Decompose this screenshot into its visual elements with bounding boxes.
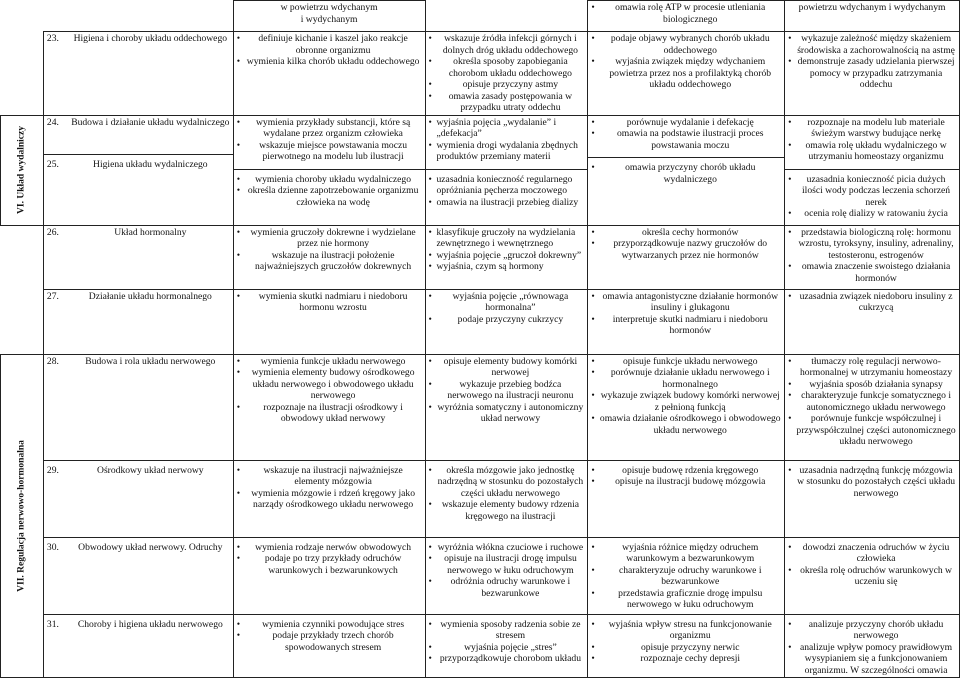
list-item: • omawia antagonistyczne działanie hormonów insuliny i glukagonu	[591, 291, 781, 314]
list-item: • podaje po trzy przykłady odruchów warunkowych i bezwarunkowych	[237, 553, 422, 576]
requirement-list	[237, 465, 422, 511]
requirement-list	[429, 356, 585, 425]
req-cell-extended	[425, 32, 588, 116]
requirement-list	[237, 356, 422, 425]
list-item: • omawia przyczyny chorób układu wydalniczego	[591, 162, 781, 185]
req-cell-advanced	[588, 225, 785, 289]
list-item: • tłumaczy rolę regulacji nerwowo-hormonalnej w utrzymaniu homeostazy	[788, 356, 956, 379]
list-item: • opisuje przyczyny nerwic	[591, 642, 781, 654]
list-item: • omawia rolę układu wydalniczego w utrzymaniu homeostazy organizmu	[788, 140, 956, 163]
requirement-list	[429, 619, 585, 665]
list-item: • opisuje elementy budowy komórki nerwowej	[429, 356, 585, 379]
section-label-cell	[1, 115, 44, 225]
list-item: • wyróżnia somatyczny i autonomiczny układ nerwowy	[429, 402, 585, 425]
topic-cell	[43, 32, 233, 116]
req-cell-extended	[425, 115, 588, 225]
requirement-list	[591, 33, 781, 91]
list-item: • wymienia przykłady substancji, które są wydalane przez organizm człowieka	[237, 117, 422, 140]
req-cell-full	[785, 115, 960, 225]
req-cell-advanced	[588, 115, 785, 225]
header-cell-c3	[588, 1, 785, 32]
list-item: • podaje przykłady trzech chorób spowodowanych stresem	[237, 630, 422, 653]
list-item: • omawia na podstawie ilustracji proces powstawania moczu	[591, 128, 781, 151]
requirement-list	[591, 227, 781, 262]
table-row	[1, 32, 960, 116]
topic-number: 27.	[46, 290, 59, 302]
req-cell-full	[785, 32, 960, 116]
topic-title: Budowa i działanie układu wydalniczego	[71, 116, 230, 128]
requirement-list	[429, 33, 585, 114]
topic-title: Ośrodkowy układ nerwowy	[97, 464, 204, 476]
requirement-list	[237, 174, 422, 209]
requirement-list	[591, 542, 781, 611]
topic-number: 25.	[46, 159, 59, 170]
table-row	[1, 115, 960, 225]
requirement-list	[429, 291, 585, 326]
list-item: • wymienia gruczoły dokrewne i wydzielane przez nie hormony	[237, 227, 422, 250]
topic-number: 31.	[46, 618, 59, 630]
topic-title: Układ hormonalny	[114, 226, 187, 238]
table-row	[1, 354, 960, 678]
list-item: • rozpoznaje na modelu lub materiale świeżym warstwy budujące nerkę	[788, 117, 956, 140]
list-item: • interpretuje skutki nadmiaru i niedoboru hormonów	[591, 314, 781, 337]
req-cell-extended	[425, 354, 588, 678]
list-item: • wymienia rodzaje nerwów obwodowych	[237, 542, 422, 554]
list-item: • opisuje budowę rdzenia kręgowego	[591, 465, 781, 477]
list-item: • omawia rolę ATP w procesie utleniania biologicznego	[591, 2, 781, 25]
topic-number: 30.	[46, 541, 59, 553]
list-item: • przedstawia graficznie drogę impulsu nerwowego w łuku odruchowym	[591, 588, 781, 611]
list-item: • ocenia rolę dializy w ratowaniu życia	[788, 208, 956, 220]
list-item: • uzasadnia konieczność regularnego opróżniania pęcherza moczowego	[429, 174, 585, 197]
list-item: • omawia znaczenie swoistego działania hormonów	[788, 261, 956, 284]
list-item: • wskazuje źródła infekcji górnych i dolnych dróg układu oddechowego	[429, 33, 585, 56]
topic-number: 23.	[46, 33, 59, 44]
requirement-list	[429, 174, 585, 209]
topic-number: 24.	[46, 116, 59, 128]
requirement-list	[788, 117, 956, 163]
topic-title: Budowa i rola układu nerwowego	[85, 355, 216, 367]
list-item: • wymienia drogi wydalania zbędnych produktów przemiany materii	[429, 140, 585, 163]
list-item: • wskazuje na ilustracji położenie najważniejszych gruczołów dokrewnych	[237, 250, 422, 273]
list-item: • porównuje wydalanie i defekację	[591, 117, 781, 129]
list-item: • podaje przyczyny cukrzycy	[429, 314, 585, 326]
list-item: • rozpoznaje na ilustracji ośrodkowy i obwodowy układ nerwowy	[237, 402, 422, 425]
list-item: • wyjaśnia pojęcie „gruczoł dokrewny”	[429, 250, 585, 262]
req-cell-full	[785, 289, 960, 354]
list-item: • omawia działanie ośrodkowego i obwodowego układu nerwowego	[591, 413, 781, 436]
list-item: • porównuje działanie układu nerwowego i hormonalnego	[591, 367, 781, 390]
topic-title: Higiena układu wydalniczego	[93, 159, 208, 170]
list-item: • wyjaśnia sposób działania synapsy	[788, 379, 956, 391]
list-item: • uzasadnia konieczność picia dużych ilości wody podczas leczenia schorzeń nerek	[788, 174, 956, 209]
list-item: • wykazuje przebieg bodźca nerwowego na ilustracji neuronu	[429, 379, 585, 402]
blank-cell	[1, 225, 44, 289]
req-cell-full	[785, 225, 960, 289]
requirement-list	[788, 33, 956, 91]
list-item: • opisuje na ilustracji drogę impulsu nerwowego w łuku odruchowym	[429, 553, 585, 576]
requirement-list	[788, 542, 956, 588]
topic-cell	[43, 115, 233, 225]
list-item: • omawia zasady postępowania w przypadku utraty oddechu	[429, 91, 585, 114]
list-item: • dowodzi znaczenia odruchów w życiu człowieka	[788, 542, 956, 565]
list-item: • definiuje kichanie i kaszel jako reakcje obronne organizmu	[237, 33, 422, 56]
list-item: • określa rolę odruchów warunkowych w uczeniu się	[788, 565, 956, 588]
requirement-list	[788, 356, 956, 448]
table-row	[1, 289, 960, 354]
list-item: • opisuje funkcje układu nerwowego	[591, 356, 781, 368]
requirement-list	[788, 227, 956, 285]
topic-title: Choroby i higiena układu nerwowego	[77, 618, 223, 630]
requirement-list	[788, 465, 956, 500]
list-item: • uzasadnia nadrzędną funkcję mózgowia w stosunku do pozostałych części układu nerwowego	[788, 465, 956, 500]
header-text: powietrzu wdychanym i wydychanym	[798, 2, 946, 13]
list-item: • analizuje przyczyny chorób układu nerwowego	[788, 619, 956, 642]
topic-cell	[43, 289, 233, 354]
list-item: • rozpoznaje cechy depresji	[591, 653, 781, 665]
topic-number: 29.	[46, 464, 59, 476]
list-item: • wyjaśnia pojęcie „stres”	[429, 642, 585, 654]
section-label: VI. Układ wydalniczy	[16, 126, 27, 214]
req-cell-basic	[233, 354, 425, 678]
list-item: • wyjaśnia pojęcia „wydalanie” i „defekacja”	[429, 117, 585, 140]
requirement-list	[429, 542, 585, 600]
blank-cell	[425, 1, 588, 32]
list-item: • wymienia choroby układu wydalniczego	[237, 174, 422, 186]
blank-cell	[1, 1, 234, 32]
req-cell-extended	[425, 289, 588, 354]
requirement-list	[237, 542, 422, 577]
list-item: • charakteryzuje funkcje somatycznego i autonomicznego układu nerwowego	[788, 390, 956, 413]
list-item: • wyjaśnia wpływ stresu na funkcjonowanie organizmu	[591, 619, 781, 642]
list-item: • przedstawia biologiczną rolę: hormonu wzrostu, tyroksyny, insuliny, adrenaliny, testosteronu, estrogenów	[788, 227, 956, 262]
header-cell-c4	[785, 1, 960, 32]
list-item: • porównuje funkcje współczulnej i przywspółczulnej części autonomicznego układu nerwowego	[788, 413, 956, 448]
requirement-list	[591, 117, 781, 152]
requirement-list	[237, 117, 422, 163]
list-item: • wyróżnia włókna czuciowe i ruchowe	[429, 542, 585, 554]
req-cell-advanced	[588, 354, 785, 678]
req-cell-advanced	[588, 289, 785, 354]
list-item: • wymienia mózgowie i rdzeń kręgowy jako narządy ośrodkowego układu nerwowego	[237, 488, 422, 511]
list-item: • odróżnia odruchy warunkowe i bezwarunkowe	[429, 576, 585, 599]
table-row	[1, 225, 960, 289]
list-item: • określa cechy hormonów	[591, 227, 781, 239]
requirement-list	[591, 356, 781, 437]
requirement-list	[429, 227, 585, 273]
blank-cell	[1, 32, 44, 116]
list-item: • wymienia skutki nadmiaru i niedoboru hormonu wzrostu	[237, 291, 422, 314]
list-item: • wykazuje związek budowy komórki nerwowej z pełnioną funkcją	[591, 390, 781, 413]
list-item: • wymienia kilka chorób układu oddechowego	[237, 56, 422, 68]
requirement-list	[237, 619, 422, 654]
list-item: • opisuje na ilustracji budowę mózgowia	[591, 476, 781, 488]
list-item: • wyjaśnia różnice między odruchem warunkowym a bezwarunkowym	[591, 542, 781, 565]
list-item: • określa sposoby zapobiegania chorobom układu oddechowego	[429, 56, 585, 79]
section-label: VII. Regulacja nerwowo-hormonalna	[16, 439, 27, 592]
list-item: • określa dzienne zapotrzebowanie organizmu człowieka na wodę	[237, 185, 422, 208]
requirement-list	[429, 465, 585, 523]
requirement-list	[788, 619, 956, 677]
list-item: • uzasadnia związek niedoboru insuliny z cukrzycą	[788, 291, 956, 314]
list-item: • wymienia czynniki powodujące stres	[237, 619, 422, 631]
requirement-list	[237, 291, 422, 314]
requirement-list	[788, 174, 956, 220]
requirement-list	[788, 291, 956, 314]
req-cell-advanced	[588, 32, 785, 116]
list-item: • wymienia funkcje układu nerwowego	[237, 356, 422, 368]
list-item: • wskazuje miejsce powstawania moczu pierwotnego na modelu lub ilustracji	[237, 140, 422, 163]
req-cell-basic	[233, 32, 425, 116]
list-item: • wymienia elementy budowy ośrodkowego układu nerwowego i obwodowego układu nerwowego	[237, 367, 422, 402]
requirement-list	[429, 117, 585, 163]
requirement-list	[591, 465, 781, 488]
header-cell-c1	[233, 1, 425, 32]
list-item: • wskazuje elementy budowy rdzenia kręgowego na ilustracji	[429, 499, 585, 522]
list-item: • określa mózgowie jako jednostkę nadrzędną w stosunku do pozostałych części układu nerwowego	[429, 465, 585, 500]
topic-cell	[43, 354, 233, 678]
list-item: • wykazuje zależność między skażeniem środowiska a zachorowalnością na astmę	[788, 33, 956, 56]
list-item: • przyporządkowuje nazwy gruczołów do wytwarzanych przez nie hormonów	[591, 238, 781, 261]
requirement-list	[591, 162, 781, 185]
req-cell-basic	[233, 115, 425, 225]
list-item: • wymienia sposoby radzenia sobie ze stresem	[429, 619, 585, 642]
req-cell-basic	[233, 225, 425, 289]
requirement-list	[237, 227, 422, 273]
list-item: • opisuje przyczyny astmy	[429, 79, 585, 91]
list-item: • podaje objawy wybranych chorób układu oddechowego	[591, 33, 781, 56]
list-item: • omawia na ilustracji przebieg dializy	[429, 197, 585, 209]
list-item: • wyjaśnia pojęcie „równowaga hormonalna”	[429, 291, 585, 314]
topic-number: 26.	[46, 226, 59, 238]
topic-number: 28.	[46, 355, 59, 367]
section-label-cell	[1, 354, 44, 678]
requirement-list	[591, 291, 781, 337]
topic-title: Higiena i choroby układu oddechowego	[73, 33, 228, 44]
list-item: • przyporządkowuje chorobom układu	[429, 653, 585, 665]
list-item: • klasyfikuje gruczoły na wydzielania zewnętrznego i wewnętrznego	[429, 227, 585, 250]
req-cell-basic	[233, 289, 425, 354]
list-item: • wskazuje na ilustracji najważniejsze elementy mózgowia	[237, 465, 422, 488]
req-cell-extended	[425, 225, 588, 289]
requirement-list	[237, 33, 422, 68]
requirement-list	[591, 619, 781, 665]
header-text: w powietrzu wdychanym i wydychanym	[280, 2, 378, 25]
topic-title: Obwodowy układ nerwowy. Odruchy	[78, 541, 223, 553]
list-item: • analizuje wpływ pomocy prawidłowym wysypianiem się a funkcjonowaniem organizmu. W szczególności omawia	[788, 642, 956, 677]
topic-cell	[43, 225, 233, 289]
req-cell-full	[785, 354, 960, 678]
list-item: • charakteryzuje odruchy warunkowe i bezwarunkowe	[591, 565, 781, 588]
topic-title: Działanie układu hormonalnego	[88, 290, 212, 302]
list-item: • demonstruje zasady udzielania pierwszej pomocy w przypadku zatrzymania oddechu	[788, 56, 956, 91]
list-item: • wyjaśnia związek między wdychaniem powietrza przez nos a profilaktyką chorób układu oddechowego	[591, 56, 781, 91]
list-item: • wyjaśnia, czym są hormony	[429, 261, 585, 273]
header-list	[591, 2, 781, 25]
blank-cell	[1, 289, 44, 354]
